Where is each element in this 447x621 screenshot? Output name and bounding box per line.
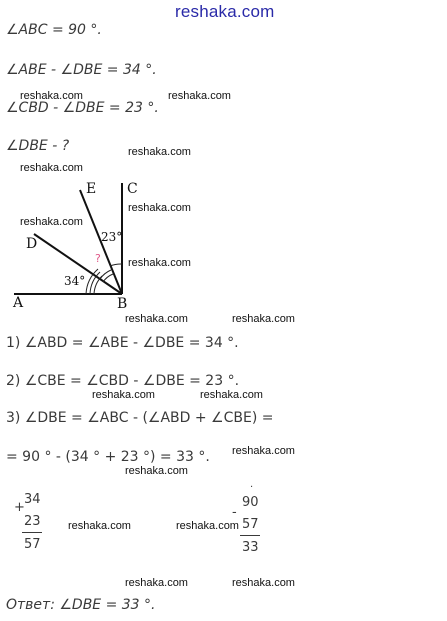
calc-left-bar	[22, 532, 42, 533]
step-2: 2) ∠CBE = ∠CBD - ∠DBE = 23 °.	[6, 373, 240, 389]
given-line-2: ∠ABE - ∠DBE = 34 °.	[6, 62, 157, 78]
watermark: reshaka.com	[92, 389, 155, 401]
calc-right-sign: -	[232, 505, 237, 520]
arc-dbe-2	[103, 274, 113, 282]
angle-unknown-mark: ?	[95, 252, 101, 265]
watermark: reshaka.com	[232, 313, 295, 325]
watermark: reshaka.com	[168, 90, 231, 102]
point-label-b: B	[117, 296, 128, 310]
watermark: reshaka.com	[68, 520, 131, 532]
angle-label-23: 23°	[101, 230, 123, 244]
watermark: reshaka.com	[176, 520, 239, 532]
watermark: reshaka.com	[232, 577, 295, 589]
arc-dbe	[100, 270, 111, 279]
watermark: reshaka.com	[20, 162, 83, 174]
watermark: reshaka.com	[128, 257, 191, 269]
watermark: reshaka.com	[232, 445, 295, 457]
step-1: 1) ∠ABD = ∠ABE - ∠DBE = 34 °.	[6, 335, 239, 351]
watermark: reshaka.com	[125, 465, 188, 477]
watermark: reshaka.com	[125, 577, 188, 589]
watermark: reshaka.com	[128, 146, 191, 158]
watermark: reshaka.com	[200, 389, 263, 401]
watermark: reshaka.com	[20, 216, 83, 228]
arc-23	[110, 264, 122, 266]
calc-right-result: 33	[242, 540, 259, 555]
answer-line: Ответ: ∠DBE = 33 °.	[6, 597, 156, 613]
given-line-question: ∠DBE - ?	[6, 138, 70, 154]
calc-right-a: 90	[242, 495, 259, 510]
point-label-a: A	[13, 295, 24, 310]
calc-left-a: 34	[24, 492, 41, 507]
calc-right-borrow-dot: ·	[250, 482, 254, 493]
calc-left-result: 57	[24, 537, 41, 552]
watermark: reshaka.com	[128, 202, 191, 214]
calc-right-bar	[240, 535, 260, 536]
given-line-3: ∠CBD - ∠DBE = 23 °.	[6, 100, 159, 116]
step-3-continued: = 90 ° - (34 ° + 23 °) = 33 °.	[6, 449, 210, 465]
point-label-e: E	[86, 181, 97, 197]
step-3: 3) ∠DBE = ∠ABC - (∠ABD + ∠CBE) =	[6, 410, 274, 426]
point-label-c: C	[127, 181, 138, 197]
watermark: reshaka.com	[125, 313, 188, 325]
calc-right-b: 57	[242, 517, 259, 532]
angle-label-34: 34°	[64, 274, 86, 288]
given-line-1: ∠ABC = 90 °.	[6, 22, 102, 38]
watermark: reshaka.com	[20, 90, 83, 102]
site-title[interactable]: reshaka.com	[175, 2, 275, 21]
calc-left-sign: +	[14, 500, 25, 515]
angle-figure	[0, 175, 160, 310]
calc-left-b: 23	[24, 514, 41, 529]
point-label-d: D	[26, 236, 38, 252]
